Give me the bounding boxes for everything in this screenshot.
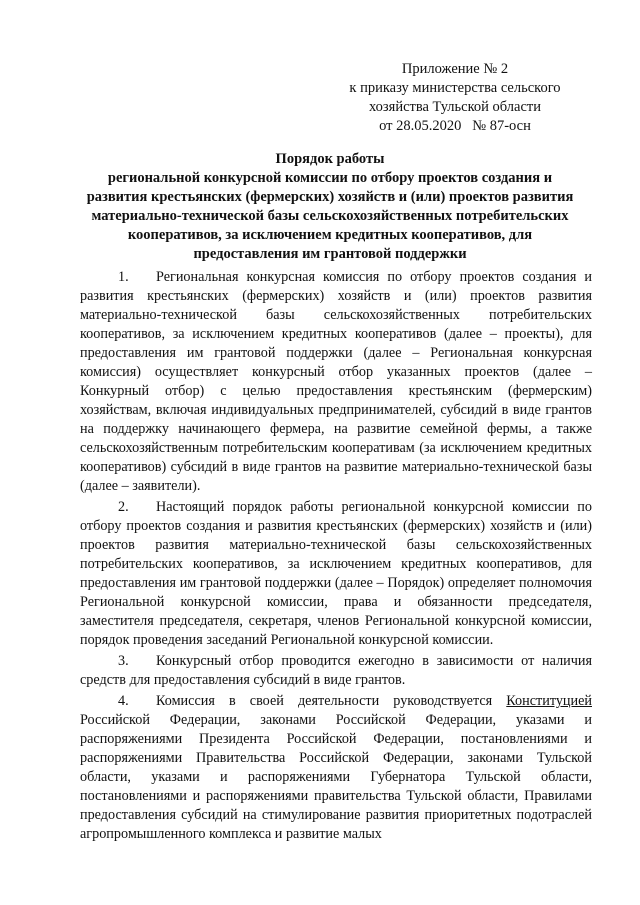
appendix-line-4: от 28.05.2020 № 87-осн — [379, 118, 531, 134]
title-line-2: региональной конкурсной комиссии по отбору проектов создания и — [107, 170, 553, 186]
paragraph-3 — [80, 652, 592, 690]
appendix-line-3: хозяйства Тульской области — [368, 99, 542, 115]
paragraph-number: 2. — [118, 499, 129, 515]
paragraph-number: 4. — [118, 693, 129, 709]
paragraph-text-before: Комиссия в своей деятельности руководствуется — [156, 693, 507, 709]
appendix-line-2: к приказу министерства сельского — [349, 80, 561, 96]
paragraph-2 — [80, 498, 592, 650]
title-line-3: развития крестьянских (фермерских) хозяйств и (или) проектов развития — [86, 189, 574, 205]
paragraph-number: 1. — [118, 269, 129, 285]
title-line-1: Порядок работы — [275, 151, 385, 167]
document-body — [80, 268, 592, 846]
paragraph-text-after: Российской Федерации, законами Российской Федерации, указами и распоряжениями Президента Российской Федерации, постановлениями и распоряжениями Правительства Российской Федерации, законами Тульской области, указами и распоряжениями Губернатора Тульской области, постановлениями и распоряжениями правительства Тульской области, Правилами предоставления субсидий на стимулирование развития приоритетных подотраслей агропромышленного комплекса и развитие малых — [80, 712, 592, 842]
paragraph-text: Конкурсный отбор проводится ежегодно в зависимости от наличия средств для предоставления субсидий в виде грантов. — [80, 653, 592, 688]
paragraph-1 — [80, 268, 592, 496]
title-line-4: материально-технической базы сельскохозяйственных потребительских — [91, 208, 569, 224]
paragraph-text: Настоящий порядок работы региональной конкурсной комиссии по отбору проектов создания и развития крестьянских (фермерских) хозяйств и (или) проектов развития материально-технической базы сельскохозяйственных потребительских кооперативов, за исключением кредитных кооперативов, для предоставления им грантовой поддержки (далее – Порядок) определяет полномочия Региональной конкурсной комиссии, права и обязанности председателя, заместителя председателя, секретаря, членов Региональной конкурсной комиссии, порядок проведения заседаний Региональной конкурсной комиссии. — [80, 499, 592, 648]
constitution-link[interactable]: Конституцией — [506, 693, 592, 709]
paragraph-text: Региональная конкурсная комиссия по отбору проектов создания и развития крестьянских (фермерских) хозяйств и (или) проектов развития материально-технической базы сельскохозяйственных потребительских кооперативов, за исключением кредитных кооперативов (далее – проекты), для предоставления им грантовой поддержки (далее – Региональная конкурсная комиссия) осуществляет конкурсный отбор указанных проектов (далее – Конкурный отбор) с целью предоставления крестьянским (фермерским) хозяйствам, включая индивидуальных предпринимателей, субсидий в виде грантов на поддержку начинающего фермера, на развитие семейной фермы, а также сельскохозяйственным потребительским кооперативам (за исключением кредитных кооперативов) субсидий в виде грантов на развитие материально-технической базы (далее – заявители). — [80, 269, 592, 494]
paragraph-4 — [80, 692, 592, 844]
title-line-6: предоставления им грантовой поддержки — [193, 246, 467, 262]
paragraph-number: 3. — [118, 653, 129, 669]
appendix-header — [330, 60, 580, 136]
title-line-5: кооперативов, за исключением кредитных кооперативов, для — [127, 227, 533, 243]
appendix-line-1: Приложение № 2 — [401, 61, 509, 77]
document-title — [70, 150, 590, 264]
